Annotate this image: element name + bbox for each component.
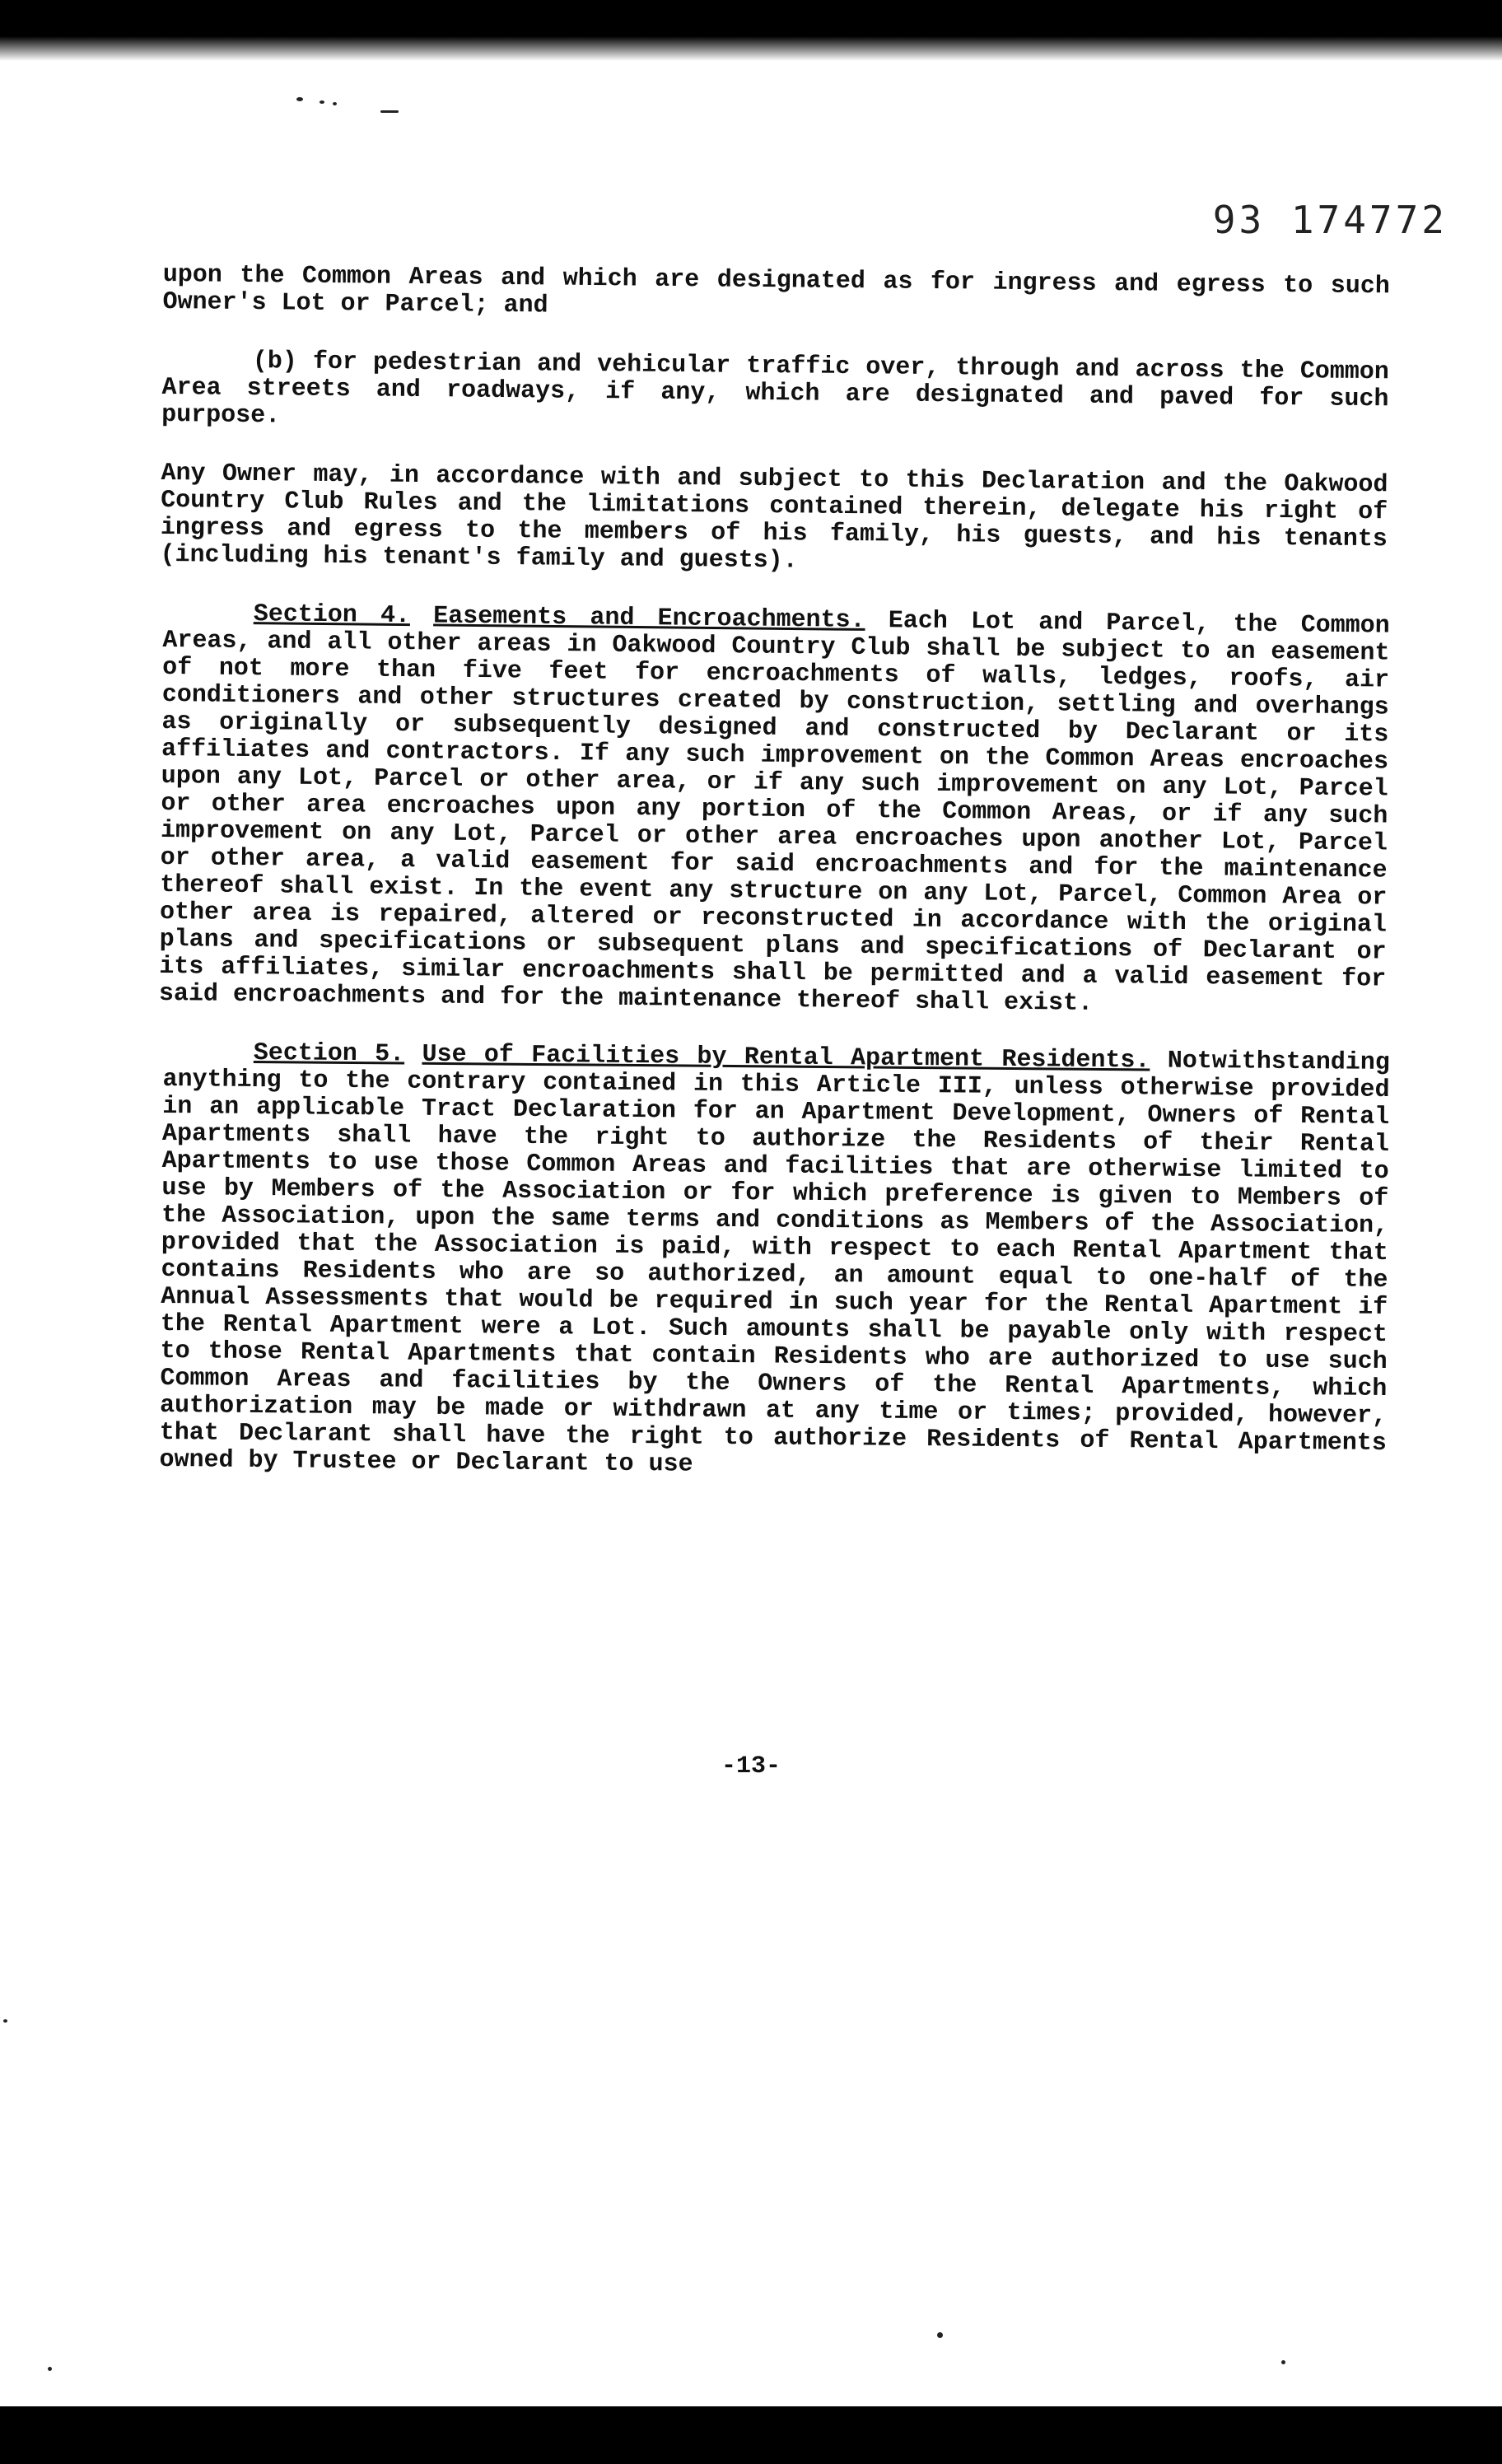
section-5-body: Notwithstanding anything to the contrary contained in this Article III, unless otherwise provided in an applicable Tract Declaration for an Apartment Development, Owners of Rental Apartments shall have the right to authorize the Residents of their Rental Apartments to use those Common Areas and facilities that are otherwise limited to use by Members of the Association or for which preference is given to Members of the Association, upon the same terms and conditions as Members of the Association, provided that the Association is paid, with respect to each Rental Apartment that contains Residents who are so authorized, an amount equal to one-half of the Annual Assessments that would be required in such year for the Rental Apartment if the Rental Apartment were a Lot. Such amounts shall be payable only with respect to those Rental Apartments that contain Residents who are authorized to use such Common Areas and facilities by the Owners of the Rental Apartments, which authorization may be made or withdrawn at any time or times; provided, however, that Declarant shall have the right to authorize Residents of Rental Apartments owned by Trustee or Declarant to use bbox=[159, 1047, 1390, 1479]
recorder-document-number: 93 174772 bbox=[1212, 198, 1448, 242]
scan-border-bottom bbox=[0, 2406, 1502, 2464]
scan-speck bbox=[3, 2019, 7, 2023]
scan-speck bbox=[937, 2332, 943, 2338]
section-4-body: Each Lot and Parcel, the Common Areas, and all other areas in Oakwood Country Club shall be subject to an easement of not more than five feet for encroachments of walls, ledges, roofs, air conditioners and other structures created by construction, settling and overhangs as originally or subsequently designed and constructed by Declarant or its affiliates and contractors. If any such improvement on the Common Areas encroaches upon any Lot, Parcel or other area, or if any such improvement on any Lot, Parcel or other area encroaches upon any portion of the Common Areas, or if any such improvement on any Lot, Parcel or other area encroaches upon another Lot, Parcel or other area, a valid easement for said encroachments and for the maintenance thereof shall exist. In the event any structure on any Lot, Parcel, Common Area or other area is repaired, altered or reconstructed in accordance with the original plans and specifications or subsequent plans and specifications of Declarant or its affiliates, similar encroachments shall be permitted and a valid easement for said encroachments and for the maintenance thereof shall exist. bbox=[158, 607, 1390, 1018]
scan-speck bbox=[320, 100, 324, 104]
scan-shadow-top bbox=[0, 36, 1502, 61]
scan-speck bbox=[333, 102, 337, 105]
section-4-paragraph bbox=[159, 600, 1390, 1021]
section-5-heading: Use of Facilities by Rental Apartment Residents. bbox=[422, 1040, 1150, 1076]
paragraph-group-rights bbox=[160, 262, 1390, 581]
section-4-heading: Easements and Encroachments. bbox=[433, 602, 865, 635]
section-5 bbox=[159, 1039, 1390, 1485]
scan-speck bbox=[48, 2367, 52, 2371]
scan-border-top bbox=[0, 0, 1502, 36]
paragraph-continuation: upon the Common Areas and which are designated as for ingress and egress to such Owner's Lot or Parcel; and bbox=[162, 261, 1390, 320]
section-5-paragraph bbox=[159, 1039, 1390, 1485]
section-4 bbox=[159, 600, 1390, 1021]
paragraph-clause-b: (b) for pedestrian and vehicular traffic over, through and across the Common Area streets and roadways, if any, which are designated and paved for such purpose. bbox=[161, 348, 1389, 431]
scan-speck bbox=[380, 110, 399, 113]
document-body bbox=[158, 261, 1390, 1505]
paragraph-owner-delegation: Any Owner may, in accordance with and subject to this Declaration and the Oakwood Country Club Rules and the limitations contained therein, delegate his right of ingress and egress to the members of his family, his guests, and his tenants (including his tenant's family and guests). bbox=[160, 459, 1388, 576]
scan-speck bbox=[296, 97, 303, 101]
scan-speck bbox=[1281, 2360, 1285, 2364]
page-number: -13- bbox=[721, 1752, 781, 1780]
section-5-number: Section 5. bbox=[253, 1038, 405, 1069]
section-4-number: Section 4. bbox=[253, 600, 411, 631]
